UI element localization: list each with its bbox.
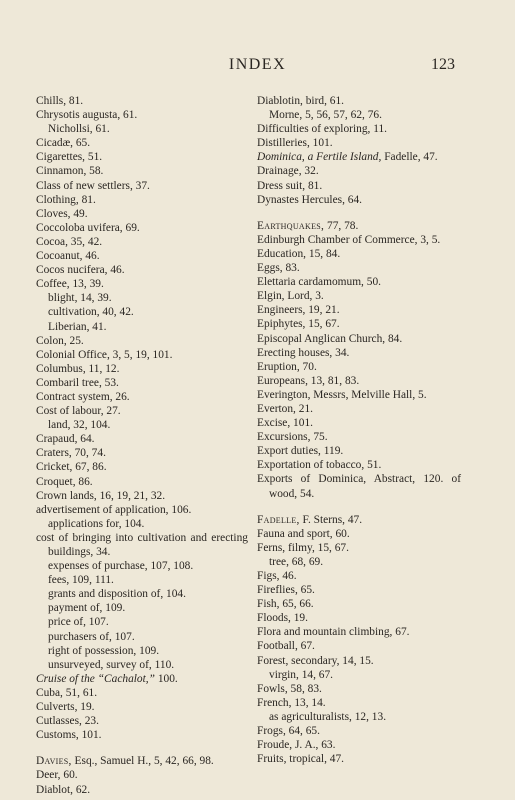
index-entry: Colon, 25.	[36, 334, 84, 347]
index-entry: Cricket, 67, 86.	[36, 461, 107, 474]
index-entry: Cost of labour, 27.	[36, 405, 121, 418]
index-entry: Combaril tree, 53.	[36, 376, 119, 389]
index-entry: Clothing, 81.	[36, 193, 96, 206]
index-entry: cultivation, 40, 42.	[48, 306, 134, 319]
index-entry: Everington, Messrs, Melville Hall, 5.	[257, 388, 427, 401]
index-entry: Drainage, 32.	[257, 165, 319, 178]
index-entry: Exports of Dominica, Abstract, 120. of wood, 54.	[257, 473, 461, 500]
index-entry: payment of, 109.	[48, 602, 126, 615]
index-entry: Morne, 5, 56, 57, 62, 76.	[269, 109, 382, 122]
index-entry: fees, 109, 111.	[48, 574, 114, 587]
index-entry: grants and disposition of, 104.	[48, 588, 186, 601]
index-entry: applications for, 104.	[48, 517, 145, 530]
index-entry: right of possession, 109.	[48, 644, 160, 657]
index-entry: Class of new settlers, 37.	[36, 179, 150, 192]
index-entry: Fauna and sport, 60.	[257, 527, 350, 540]
index-entry: tree, 68, 69.	[269, 555, 324, 568]
index-entry: Fish, 65, 66.	[257, 598, 314, 611]
index-entry: Chills, 81.	[36, 95, 84, 107]
index-entry: Export duties, 119.	[257, 445, 344, 458]
index-entry: Figs, 46.	[257, 570, 297, 582]
index-entry: Culverts, 19.	[36, 701, 95, 714]
index-entry: Flora and mountain climbing, 67.	[257, 626, 410, 639]
index-entry: Engineers, 19, 21.	[257, 304, 340, 317]
index-entry: Deer, 60.	[36, 769, 78, 782]
index-entry: Fowls, 58, 83.	[257, 682, 322, 695]
index-entry: expenses of purchase, 107, 108.	[48, 560, 194, 573]
index-entry: blight, 14, 39.	[48, 292, 112, 305]
page-number: 123	[431, 56, 455, 73]
index-entry: Davies, Esq., Samuel H., 5, 42, 66, 98.	[36, 755, 214, 768]
index-entry: Excise, 101.	[257, 417, 313, 430]
index-entry: Nichollsi, 61.	[48, 123, 110, 136]
index-entry: Cutlasses, 23.	[36, 715, 99, 728]
index-entry: Columbus, 11, 12.	[36, 362, 120, 375]
index-entry: Crapaud, 64.	[36, 433, 95, 446]
index-entry: Epiphytes, 15, 67.	[257, 318, 340, 331]
index-entry: Eggs, 83.	[257, 262, 300, 275]
index-entry: land, 32, 104.	[48, 419, 111, 432]
index-entry: Education, 15, 84.	[257, 247, 341, 260]
index-entry: Dress suit, 81.	[257, 179, 323, 192]
index-entry: Coccoloba uvifera, 69.	[36, 221, 140, 234]
index-entry: advertisement of application, 106.	[36, 503, 192, 516]
index-entry: Dominica, a Fertile Island, Fadelle, 47.	[257, 151, 438, 164]
index-entry: Episcopal Anglican Church, 84.	[257, 332, 403, 345]
index-entry: Elettaria cardamomum, 50.	[257, 276, 381, 289]
index-entry: Froude, J. A., 63.	[257, 739, 336, 752]
index-entry: Erecting houses, 34.	[257, 346, 350, 359]
index-entry: Chrysotis augusta, 61.	[36, 109, 138, 122]
index-entry: Liberian, 41.	[48, 320, 107, 333]
index-entry: Diablot, 62.	[36, 783, 91, 796]
index-entry: Elgin, Lord, 3.	[257, 290, 324, 303]
index-entry: Cinnamon, 58.	[36, 165, 104, 178]
index-entry: Distilleries, 101.	[257, 137, 333, 150]
index-entry: Contract system, 26.	[36, 390, 130, 403]
index-entry: Crown lands, 16, 19, 21, 32.	[36, 489, 166, 502]
index-entry: unsurveyed, survey of, 110.	[48, 658, 175, 671]
index-entry: Fadelle, F. Sterns, 47.	[257, 513, 363, 526]
index-entry: Fruits, tropical, 47.	[257, 753, 345, 766]
index-entry: Cruise of the “Cachalot,” 100.	[36, 672, 178, 685]
index-entry: Cocoanut, 46.	[36, 250, 100, 263]
index-entry: Eruption, 70.	[257, 360, 317, 373]
index-entry: Difficulties of exploring, 11.	[257, 123, 388, 136]
index-entry: Cuba, 51, 61.	[36, 686, 98, 699]
index-entry: Excursions, 75.	[257, 431, 328, 444]
index-entry: Frogs, 64, 65.	[257, 725, 320, 738]
index-entry: Cloves, 49.	[36, 207, 88, 220]
index-entry: Coffee, 13, 39.	[36, 278, 104, 291]
index-entry: Forest, secondary, 14, 15.	[257, 654, 374, 667]
index-entry: Cocos nucifera, 46.	[36, 264, 125, 277]
index-column-right	[257, 94, 461, 766]
page-title: INDEX	[228, 56, 287, 73]
index-entry: Craters, 70, 74.	[36, 447, 106, 460]
index-entry: purchasers of, 107.	[48, 630, 135, 643]
index-entry: Diablotin, bird, 61.	[257, 95, 345, 107]
index-entry: Everton, 21.	[257, 402, 313, 415]
index-entry: Croquet, 86.	[36, 475, 93, 488]
index-entry: Europeans, 13, 81, 83.	[257, 374, 360, 387]
letter-section-gap	[257, 501, 461, 513]
index-entry: virgin, 14, 67.	[269, 668, 334, 681]
index-entry: Dynastes Hercules, 64.	[257, 193, 363, 206]
index-entry: Colonial Office, 3, 5, 19, 101.	[36, 348, 173, 361]
index-column-left	[36, 94, 248, 797]
index-entry: price of, 107.	[48, 616, 109, 629]
index-entry: Football, 67.	[257, 640, 315, 653]
index-entry: Cicadæ, 65.	[36, 137, 91, 150]
index-entry: Cocoa, 35, 42.	[36, 235, 103, 248]
index-entry: Cigarettes, 51.	[36, 151, 103, 164]
index-entry: Exportation of tobacco, 51.	[257, 459, 382, 472]
index-entry: cost of bringing into cultivation and erecting buildings, 34.	[36, 531, 248, 558]
letter-section-gap	[257, 207, 461, 219]
index-entry: Earthquakes, 77, 78.	[257, 219, 359, 232]
index-entry: as agriculturalists, 12, 13.	[269, 710, 387, 723]
index-entry: Customs, 101.	[36, 729, 102, 742]
index-entry: Fireflies, 65.	[257, 584, 315, 597]
index-entry: Floods, 19.	[257, 612, 308, 625]
index-entry: Edinburgh Chamber of Commerce, 3, 5.	[257, 233, 441, 246]
letter-section-gap	[36, 742, 248, 754]
index-entry: Ferns, filmy, 15, 67.	[257, 541, 349, 554]
index-entry: French, 13, 14.	[257, 696, 326, 709]
page-header	[0, 56, 515, 76]
